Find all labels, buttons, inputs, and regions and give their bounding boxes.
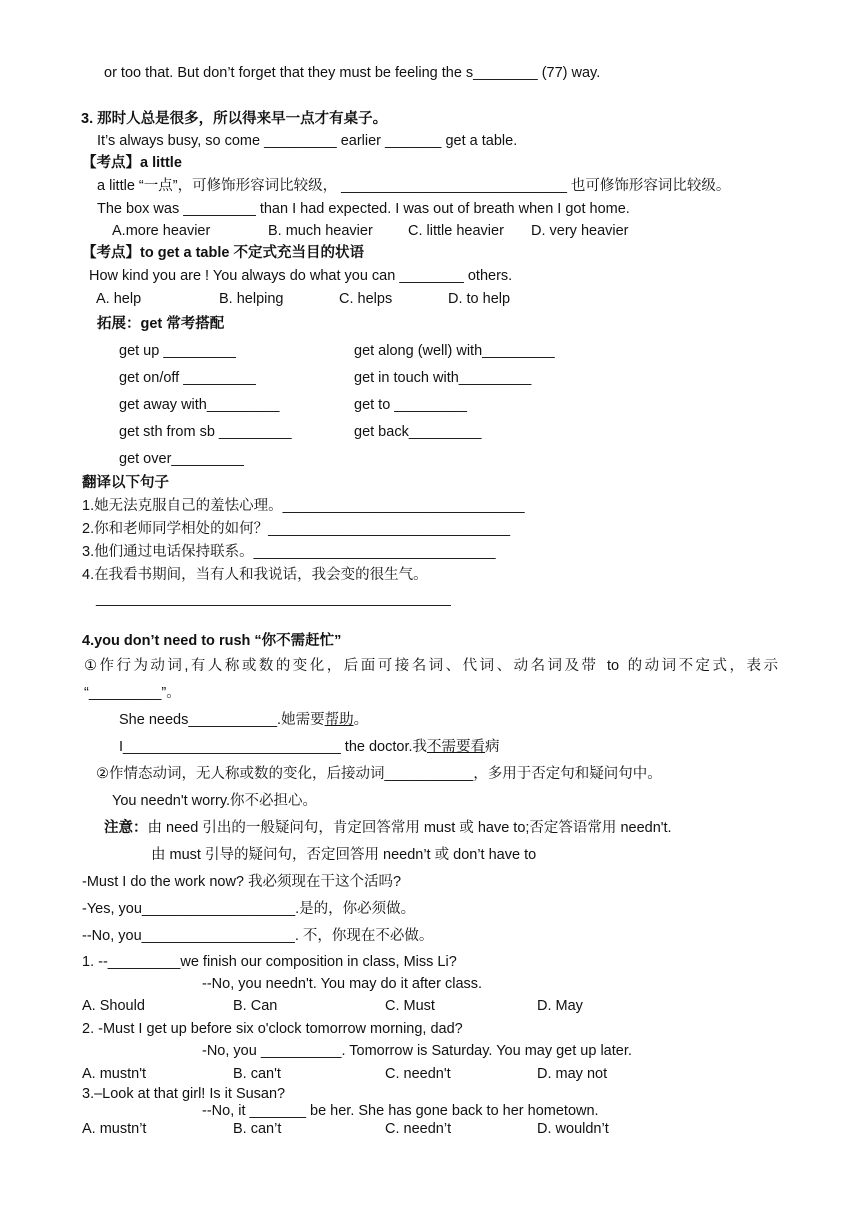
example2-text: I___________________________ the doctor.我: [119, 739, 428, 755]
s4-q1-option-d: D. May: [537, 998, 583, 1014]
s4-q3-option-c: C. needn’t: [385, 1121, 452, 1137]
s4-question1: 1. --_________we finish our composition in class, Miss Li?: [82, 954, 457, 970]
s3-q1-option-b: B. much heavier: [268, 223, 373, 239]
s4-q1-option-a: A. Should: [82, 998, 145, 1014]
phrase-left-4: get sth from sb _________: [119, 424, 292, 440]
s4-example1: [119, 711, 368, 729]
phrase-right-1: get along (well) with_________: [354, 343, 555, 359]
s3-question2: How kind you are ! You always do what you can ________ others.: [89, 268, 513, 284]
s4-q1-option-c: C. Must: [385, 998, 435, 1014]
translate-heading: 翻译以下句子: [82, 475, 169, 491]
s4-q2-option-c: C. needn't: [385, 1066, 451, 1082]
translate-item-2: 2.你和老师同学相处的如何？______________________________: [82, 521, 511, 537]
s4-question2-reply: -No, you __________. Tomorrow is Saturday. You may get up later.: [202, 1043, 632, 1059]
section4-heading: 4.you don’t need to rush “你不需赶忙”: [82, 633, 342, 649]
s4-question2: 2. -Must I get up before six o'clock tomorrow morning, dad?: [82, 1021, 463, 1037]
example2-underlined: 不需要看: [427, 739, 486, 755]
s4-usage2: ②作情态动词，无人称或数的变化，后接动词___________，多用于否定句和疑问句中。: [96, 766, 662, 782]
phrase-left-2: get on/off _________: [119, 370, 256, 386]
s3-q2-option-b: B. helping: [219, 291, 284, 307]
s4-question3-reply: --No, it _______ be her. She has gone back to her hometown.: [202, 1103, 599, 1119]
note-text-1: 由 need 引出的一般疑问句，肯定回答常用 must 或 have to;否定答语常用 needn't.: [147, 820, 672, 836]
point-a-little-text: a little “一点”，可修饰形容词比较级， ____________________________ 也可修饰形容词比较级。: [97, 178, 731, 194]
phrase-left-1: get up _________: [119, 343, 236, 359]
s4-q2-option-b: B. can't: [233, 1066, 281, 1082]
dialog-line-1: -Must I do the work now? 我必须现在干这个活吗?: [82, 874, 402, 890]
translate-item-4: 4.在我看书期间，当有人和我说话，我会变的很生气。: [82, 567, 428, 583]
s4-q3-option-a: A. mustn’t: [82, 1121, 147, 1137]
phrase-left-5: get over_________: [119, 451, 244, 467]
s4-question3: 3.–Look at that girl! Is it Susan?: [82, 1086, 286, 1102]
dialog-line-2: -Yes, you___________________.是的，你必须做。: [82, 901, 416, 917]
s4-q2-option-a: A. mustn't: [82, 1066, 147, 1082]
s4-note-line2: 由 must 引导的疑问句，否定回答用 needn’t 或 don’t have to: [151, 847, 537, 863]
example1-text: She needs___________.她需要: [119, 712, 325, 728]
s4-q3-option-d: D. wouldn’t: [537, 1121, 609, 1137]
s4-usage1-line1: ①作行为动词,有人称或数的变化，后面可接名词、代词、动名词及带 to 的动词不定式，表示: [84, 658, 778, 674]
s4-example2: [119, 738, 500, 756]
phrase-right-4: get back_________: [354, 424, 482, 440]
phrase-left-3: get away with_________: [119, 397, 280, 413]
section3-heading: 3. 那时人总是很多，所以得来早一点才有桌子。: [81, 111, 388, 127]
s4-q1-option-b: B. Can: [233, 998, 278, 1014]
s4-note-line1: [104, 819, 672, 837]
note-label: 注意：: [104, 820, 148, 836]
s3-q2-option-c: C. helps: [339, 291, 393, 307]
point-a-little-heading: 【考点】a little: [82, 155, 182, 171]
s3-q1-option-d: D. very heavier: [531, 223, 629, 239]
translate-item-3: 3.他们通过电话保持联系。______________________________: [82, 544, 496, 560]
get-collocations-heading: 拓展：get 常考搭配: [97, 316, 225, 332]
s4-q3-option-b: B. can’t: [233, 1121, 282, 1137]
s3-question1: The box was _________ than I had expected. I was out of breath when I got home.: [97, 201, 630, 217]
translate-answer-line: ____________________________________________: [96, 591, 451, 607]
example1-end: 。: [353, 712, 369, 728]
example2-end: 病: [485, 739, 500, 755]
section3-sentence: It’s always busy, so come _________ earlier _______ get a table.: [97, 133, 518, 149]
phrase-right-2: get in touch with_________: [354, 370, 532, 386]
s3-q2-option-a: A. help: [96, 291, 142, 307]
example1-underlined: 帮助: [324, 712, 354, 728]
translate-item-1: 1.她无法克服自己的羞怯心理。______________________________: [82, 498, 525, 514]
point-get-a-table-heading: 【考点】to get a table 不定式充当目的状语: [82, 245, 364, 261]
carryover-line: or too that. But don’t forget that they must be feeling the s________ (77) way.: [104, 65, 601, 81]
s4-usage1-line2: “_________”。: [84, 685, 181, 701]
s4-q2-option-d: D. may not: [537, 1066, 608, 1082]
dialog-line-3: --No, you___________________. 不，你现在不必做。: [82, 928, 434, 944]
s4-example3: You needn't worry.你不必担心。: [112, 793, 318, 809]
phrase-right-3: get to _________: [354, 397, 467, 413]
s4-question1-reply: --No, you needn't. You may do it after class.: [202, 976, 483, 992]
s3-q1-option-c: C. little heavier: [408, 223, 504, 239]
s3-q2-option-d: D. to help: [448, 291, 511, 307]
s3-q1-option-a: A.more heavier: [112, 223, 211, 239]
